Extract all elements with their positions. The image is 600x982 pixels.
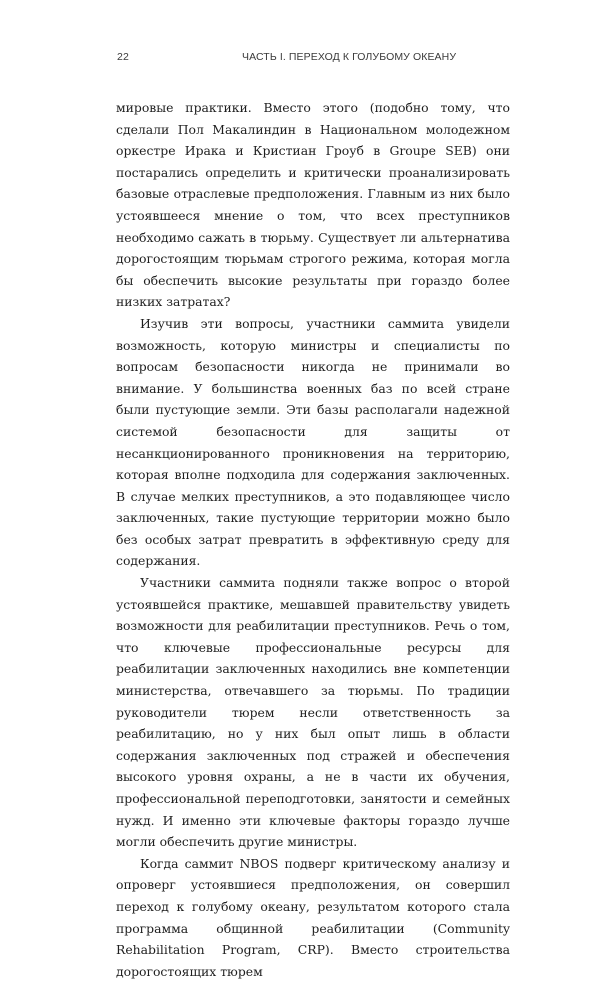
paragraph-continuation: мировые практики. Вместо этого (подобно тому, что сделали Пол Макалиндин в Национальном молодежном оркестре Ирака и Кристиан Гроуб в Groupe SEB) они постарались определить и критически проанализировать базовые отраслевые предположения. Главным из них было устоявшееся мнение о том, что всех преступников необходимо сажать в тюрьму. Существует ли альтернатива дорогостоящим тюрьмам строгого режима, которая могла бы обеспечить высокие результаты при гораздо более низких затратах? (116, 100, 510, 310)
page-number: 22 (117, 51, 129, 63)
running-title: ЧАСТЬ I. ПЕРЕХОД К ГОЛУБОМУ ОКЕАНУ (242, 51, 457, 63)
paragraph: Участники саммита подняли также вопрос о второй устоявшейся практике, мешавшей правительству увидеть возможности для реабилитации преступников. Речь о том, что ключевые профессиональные ресурсы для реабилитации заключенных находились вне компетенции министерства, отвечавшего за тюрьмы. По традиции руководители тюрем несли ответственность за реабилитацию, но у них был опыт лишь в области содержания заключенных под стражей и обеспечения высокого уровня охраны, а не в части их обучения, профессиональной переподготовки, занятости и семейных нужд. И именно эти ключевые факторы гораздо лучше могли обеспечить другие министры. (116, 575, 510, 850)
body-text (116, 97, 510, 982)
paragraph: Когда саммит NBOS подверг критическому анализу и опроверг устоявшиеся предположения, он совершил переход к голубому океану, результатом которого стала программа общинной реабилитации (Community Rehabilitation Program, CRP). Вместо строительства дорогостоящих тюрем (116, 855, 510, 979)
paragraph: Изучив эти вопросы, участники саммита увидели возможность, которую министры и специалисты по вопросам безопасности никогда не принимали во внимание. У большинства военных баз по всей стране были пустующие земли. Эти базы располагали надежной системой безопасности для защиты от несанкционированного проникновения на территорию, которая вполне подходила для содержания заключенных. В случае мелких преступников, а это подавляющее число заключенных, такие пустующие территории можно было без особых затрат превратить в эффективную среду для содержания. (116, 315, 510, 569)
